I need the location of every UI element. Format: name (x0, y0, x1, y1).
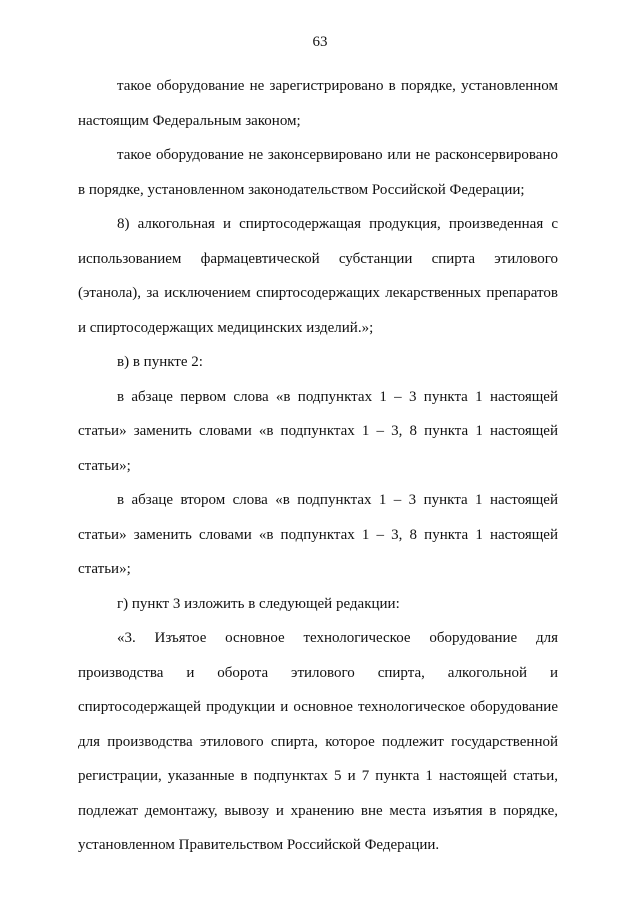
paragraph-item-3-new-text: «3. Изъятое основное технологическое оборудование для производства и оборота этилового спирта, алкогольной и спиртосодержащей продукции и основное технологическое оборудование для производства этилового спирта, которое подлежит государственной регистрации, указанные в подпунктах 5 и 7 пункта 1 настоящей статьи, подлежат демонтажу, вывозу и хранению вне места изъятия в порядке, установленном Правительством Российской Федерации. (78, 630, 558, 853)
paragraph-subitem-v: в) в пункте 2: (117, 354, 203, 370)
paragraph-first-abzac: в абзаце первом слова «в подпунктах 1 – 3 пункта 1 настоящей статьи» заменить словами «в подпунктах 1 – 3, 8 пункта 1 настоящей статьи»; (78, 388, 558, 474)
paragraph-equipment-not-conserved: такое оборудование не законсервировано или не расконсервировано в порядке, установленном законодательством Российской Федерации; (78, 147, 558, 198)
paragraph-equipment-not-registered: такое оборудование не зарегистрировано в порядке, установленном настоящим Федеральным законом; (78, 78, 558, 129)
page-number: 63 (312, 34, 328, 50)
paragraph-item-8: 8) алкогольная и спиртосодержащая продукция, произведенная с использованием фармацевтической субстанции спирта этилового (этанола), за исключением спиртосодержащих лекарственных препаратов и спиртосодержащих медицинских изделий.»; (78, 216, 558, 336)
paragraph-subitem-g: г) пункт 3 изложить в следующей редакции: (117, 595, 400, 612)
document-body (78, 69, 558, 863)
paragraph-second-abzac: в абзаце втором слова «в подпунктах 1 – 3 пункта 1 настоящей статьи» заменить словами «в подпунктах 1 – 3, 8 пункта 1 настоящей статьи»; (78, 492, 558, 577)
